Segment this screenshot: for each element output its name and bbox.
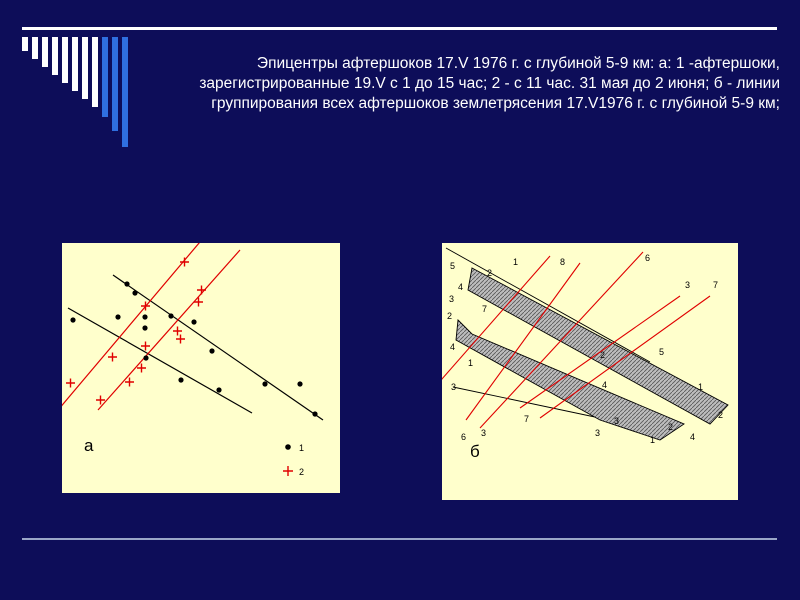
slide-title: Эпицентры афтершоков 17.V 1976 г. с глубиной 5-9 км: а: 1 -афтершоки, зарегистрированные 19.V с 1 до 15 час; 2 - с 11 час. 31 мая до 2 июня; б - линии группирования всех афтершоков землетрясения 17.V1976 г. с глубиной 5-9 км; <box>199 55 780 112</box>
aftershock-dot <box>70 317 75 322</box>
line-number: 3 <box>449 294 455 304</box>
aftershock-dot <box>297 381 302 386</box>
line-number: 3 <box>685 280 691 290</box>
line-number: 3 <box>595 428 601 438</box>
line-number: 3 <box>451 382 457 392</box>
line-number: 5 <box>450 261 456 271</box>
aftershock-dot <box>142 325 147 330</box>
aftershock-dot <box>132 290 137 295</box>
line-number: 6 <box>645 253 651 263</box>
line-number: 1 <box>468 358 474 368</box>
line-number: 7 <box>713 280 719 290</box>
line-number: 4 <box>602 380 608 390</box>
line-number: 2 <box>600 350 606 360</box>
aftershock-dot <box>262 381 267 386</box>
legend-dot-marker <box>285 444 291 450</box>
line-number: 3 <box>614 416 620 426</box>
aftershock-dot <box>142 314 147 319</box>
panel-b-letter: б <box>470 442 480 461</box>
line-number: 4 <box>690 432 696 442</box>
panel-a-background <box>62 243 340 493</box>
aftershock-dot <box>115 314 120 319</box>
panel-a <box>58 236 340 493</box>
line-number: 3 <box>481 428 487 438</box>
aftershock-dot <box>209 348 214 353</box>
line-number: 8 <box>560 257 566 267</box>
line-number: 2 <box>447 311 453 321</box>
line-number: 1 <box>650 435 656 445</box>
aftershock-dot <box>216 387 221 392</box>
aftershock-dot <box>143 355 148 360</box>
line-number: 7 <box>482 304 488 314</box>
aftershock-dot <box>124 281 129 286</box>
panel-b <box>427 243 738 500</box>
line-number: 2 <box>487 268 493 278</box>
line-number: 1 <box>698 382 704 392</box>
line-number: 7 <box>524 414 530 424</box>
bottom-rule <box>22 538 777 540</box>
line-number: 2 <box>668 422 674 432</box>
legend-label-2: 2 <box>299 467 305 477</box>
aftershock-dot <box>191 319 196 324</box>
line-number: 5 <box>659 347 665 357</box>
line-number: 4 <box>450 342 456 352</box>
line-number: 1 <box>513 257 519 267</box>
panel-a-letter: а <box>84 436 94 455</box>
aftershock-dot <box>178 377 183 382</box>
line-number: 2 <box>718 410 724 420</box>
line-number: 4 <box>458 282 464 292</box>
aftershock-dot <box>168 313 173 318</box>
aftershock-dot <box>312 411 317 416</box>
line-number: 6 <box>461 432 467 442</box>
legend-label-1: 1 <box>299 443 305 453</box>
